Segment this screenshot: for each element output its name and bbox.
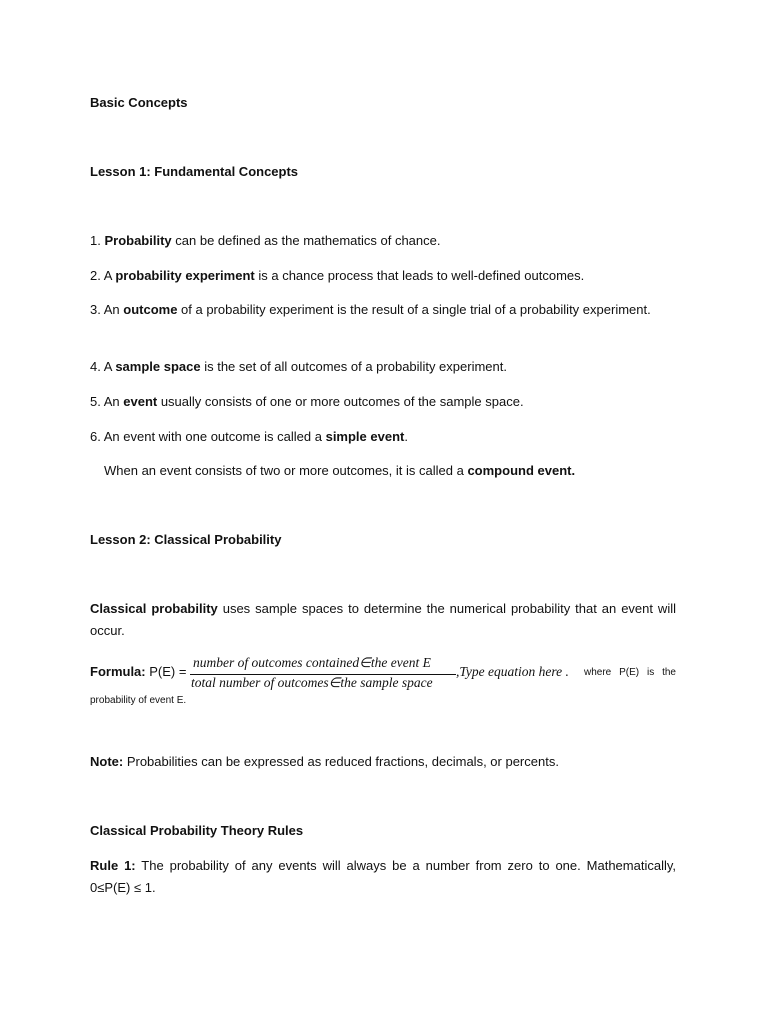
lesson-1-heading: Lesson 1: Fundamental Concepts [90,164,299,179]
note-paragraph: Note: Probabilities can be expressed as reduced fractions, decimals, or percents. [90,754,559,769]
rules-heading: Classical Probability Theory Rules [90,823,304,838]
rule-1-paragraph: Rule 1: The probability of any events will always be a number from zero to one. Mathematically, 0≤P(E) ≤ 1. [90,858,676,895]
fraction-numerator: number of outcomes contained∈the event E [193,655,431,670]
equation-placeholder: ,Type equation here . [456,664,569,679]
compound-event-definition: When an event consists of two or more outcomes, it is called a compound event. [104,463,576,478]
formula-where-text: where P(E) is the [584,667,676,678]
definition-item-3: 3. An outcome of a probability experiment is the result of a single trial of a probability experiment. [90,302,651,317]
definition-item-4: 4. A sample space is the set of all outcomes of a probability experiment. [90,359,507,374]
definition-item-2: 2. A probability experiment is a chance process that leads to well-defined outcomes. [90,268,585,283]
fraction-denominator: total number of outcomes∈the sample space [191,675,433,690]
formula-label: Formula: P(E) = [90,664,187,679]
definition-item-6: 6. An event with one outcome is called a simple event. [90,429,408,444]
formula-block [90,653,676,697]
definition-item-5: 5. An event usually consists of one or more outcomes of the sample space. [90,394,524,409]
classical-probability-definition: Classical probability uses sample spaces to determine the numerical probability that an event will occur. [90,601,676,638]
formula-where-continuation: probability of event E. [90,695,187,706]
definition-item-1: 1. Probability can be defined as the mathematics of chance. [90,233,441,248]
lesson-2-heading: Lesson 2: Classical Probability [90,532,282,547]
document-title: Basic Concepts [90,95,188,110]
